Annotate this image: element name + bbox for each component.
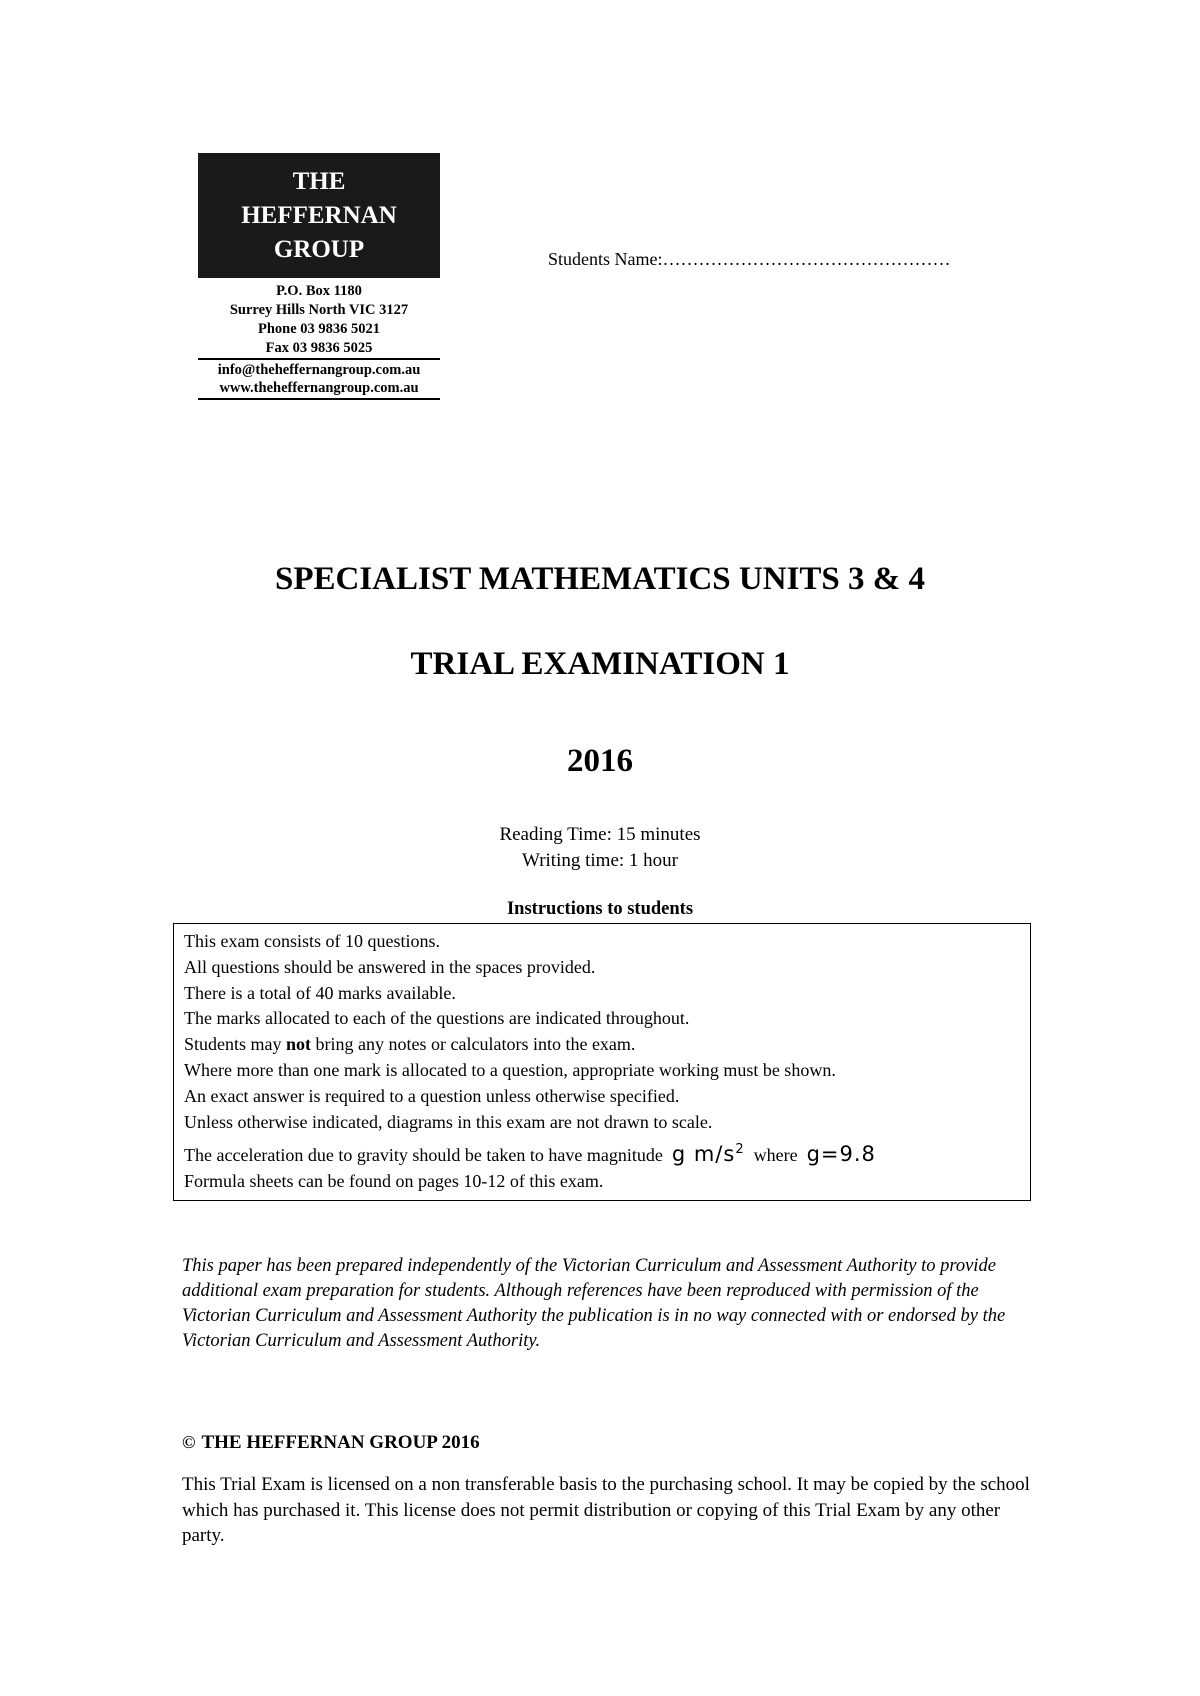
reading-time: Reading Time: 15 minutes: [499, 824, 701, 845]
gravity-unit-base: g m/s: [671, 1142, 736, 1167]
logo-line: HEFFERNAN: [241, 201, 397, 229]
publisher-logo: [198, 153, 440, 278]
instruction-line: The marks allocated to each of the questions are indicated throughout.: [184, 1008, 690, 1029]
instruction-line: This exam consists of 10 questions.: [184, 931, 440, 951]
student-name-field: Students Name:…………………………………………: [548, 249, 951, 269]
contact-email: info@theheffernangroup.com.au: [217, 362, 421, 378]
exam-title: TRIAL EXAMINATION 1: [410, 646, 790, 682]
notes-text-after: bring any notes or calculators into the exam.: [311, 1034, 636, 1055]
logo-line: GROUP: [273, 235, 365, 263]
instruction-line: Unless otherwise indicated, diagrams in this exam are not drawn to scale.: [184, 1111, 713, 1132]
copyright-icon: ©: [182, 1432, 196, 1452]
subject-title: SPECIALIST MATHEMATICS UNITS 3 & 4: [274, 561, 926, 597]
instructions-heading: Instructions to students: [506, 899, 694, 919]
writing-time: Writing time: 1 hour: [522, 850, 678, 871]
contact-website: www.theheffernangroup.com.au: [219, 380, 419, 396]
instruction-line: All questions should be answered in the spaces provided.: [184, 956, 596, 977]
instructions-box: [173, 923, 1031, 1201]
notes-emphasis: not: [286, 1034, 312, 1055]
instruction-line: Where more than one mark is allocated to a question, appropriate working must be shown.: [184, 1059, 836, 1080]
disclaimer-paragraph: This paper has been prepared independently of the Victorian Curriculum and Assessment Authority to provide additional exam preparation for students. Although references have been reproduced with permission of the Victorian Curriculum and Assessment Authority the publication is in no way connected with or endorsed by the Victorian Curriculum and Assessment Authority.: [182, 1256, 1006, 1351]
gravity-value: g=9.8: [806, 1142, 876, 1167]
exam-year: 2016: [567, 743, 633, 779]
gravity-unit-power: 2: [735, 1142, 745, 1158]
gravity-unit: [672, 1142, 745, 1166]
instruction-line-gravity: [184, 1137, 1020, 1169]
copyright-text: THE HEFFERNAN GROUP 2016: [201, 1432, 480, 1453]
gravity-text: The acceleration due to gravity should be taken to have magnitude: [184, 1145, 663, 1166]
copyright-heading: [182, 1432, 480, 1454]
publisher-contact: [198, 358, 440, 400]
exam-times: [0, 822, 1200, 874]
instruction-line: Formula sheets can be found on pages 10-12 of this exam.: [184, 1171, 604, 1192]
license-paragraph: This Trial Exam is licensed on a non transferable basis to the purchasing school. It may be copied by the school which has purchased it. This license does not permit distribution or copying of this Trial Exam by any other party.: [182, 1474, 1030, 1546]
publisher-address: [198, 282, 440, 358]
address-line: P.O. Box 1180: [276, 283, 362, 299]
logo-line: THE: [292, 167, 346, 195]
notes-text-before: Students may: [184, 1034, 286, 1055]
instruction-line-notes: [184, 1032, 1020, 1058]
gravity-where: where: [753, 1145, 798, 1166]
address-line: Fax 03 9836 5025: [265, 340, 373, 356]
instruction-line: There is a total of 40 marks available.: [184, 982, 456, 1003]
address-line: Phone 03 9836 5021: [257, 321, 381, 337]
instruction-line: An exact answer is required to a question unless otherwise specified.: [184, 1085, 680, 1106]
address-line: Surrey Hills North VIC 3127: [229, 302, 409, 318]
